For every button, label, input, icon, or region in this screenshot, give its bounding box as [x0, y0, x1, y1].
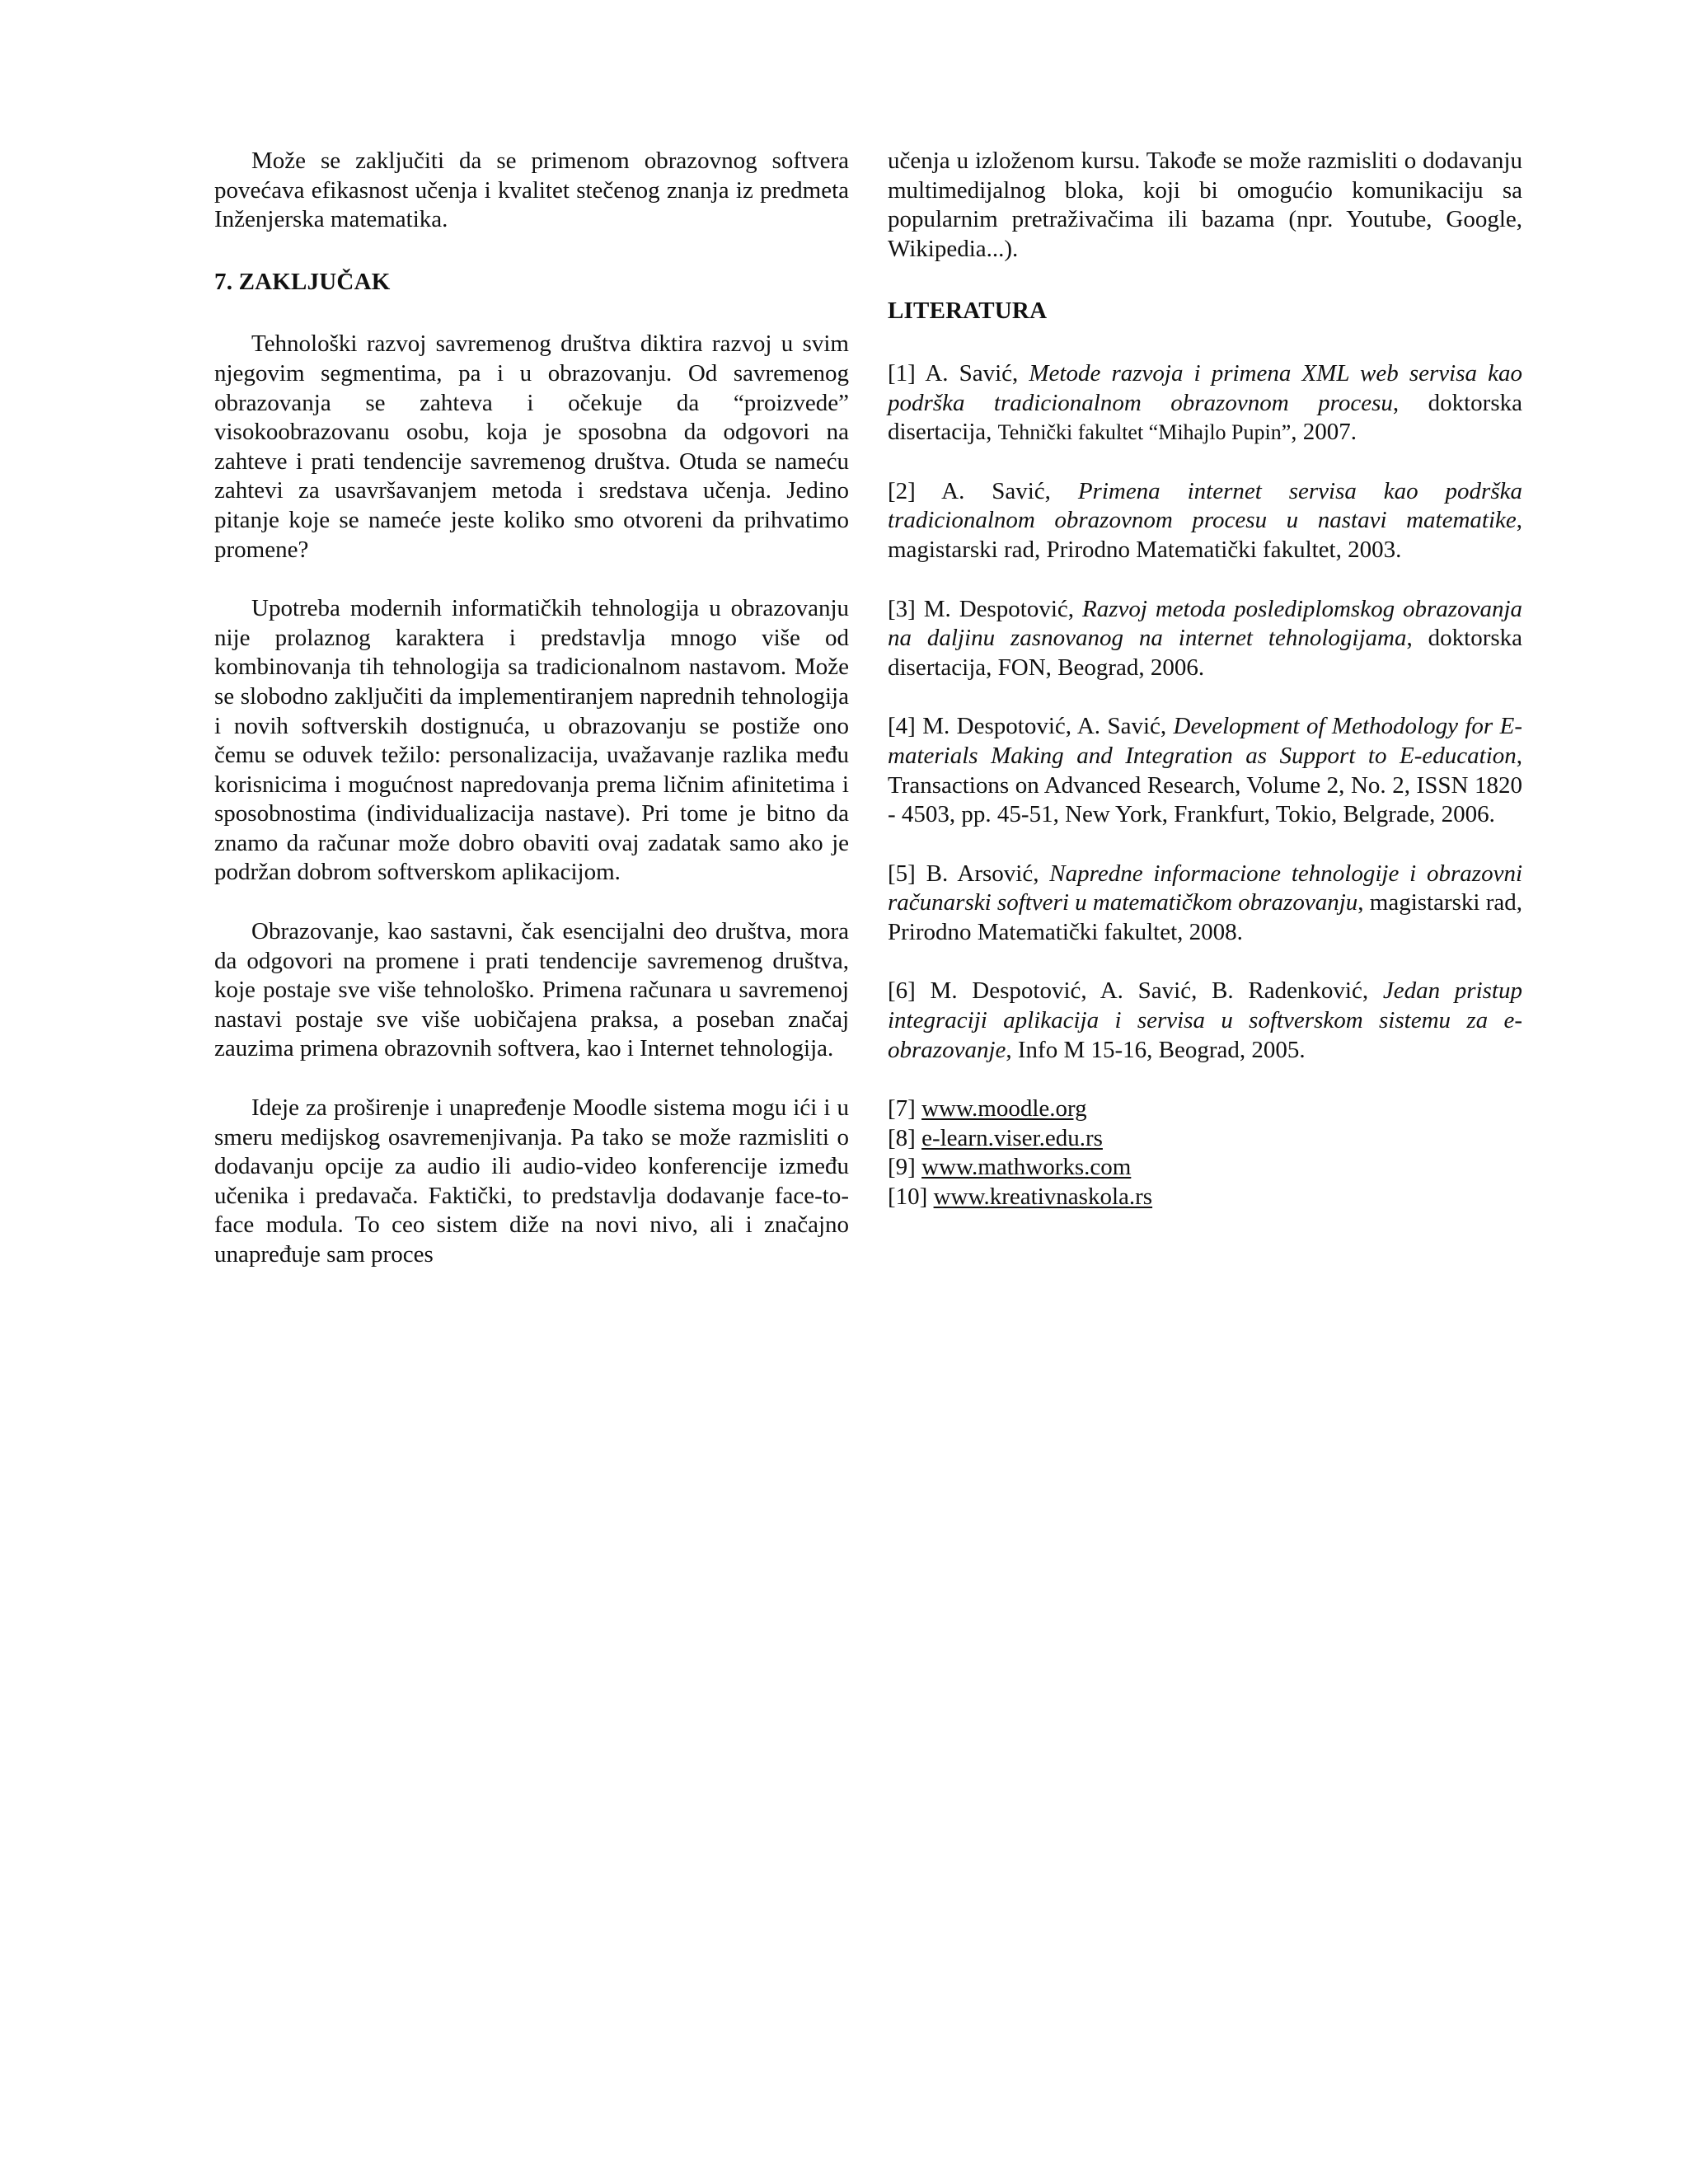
reference-authors: [1] A. Savić, [888, 359, 1029, 387]
web-reference-item [888, 1094, 1522, 1124]
reference-authors: [4] M. Despotović, A. Savić, [888, 713, 1174, 740]
right-column [888, 147, 1522, 1212]
left-column [214, 147, 849, 1270]
conclusion-heading: 7. ZAKLJUČAK [214, 268, 391, 295]
conclusion-paragraph-3: Obrazovanje, kao sastavni, čak esencijalni deo društva, mora da odgovori na promene i prati tendencije savremenog društva, koje postaje sve više tehnološko. Primena računara u savremenoj nastavi postaje sve više uobičajena praksa, a poseban značaj zauzima primena obrazovnih softvera, kao i Internet tehnologija. [214, 918, 849, 1062]
reference-title: Primena internet servisa kao podrška tradicionalnom obrazovnom procesu u nastavi matematike [888, 477, 1522, 534]
conclusion-paragraph-4: Ideje za proširenje i unapređenje Moodle sistema mogu ići i u smeru medijskog osavremenjivanja. Pa tako se može razmisliti o dodavanju opcije za audio ili audio-video konferencije između učenika i predavača. Faktički, to predstavlja dodavanje face-to-face modula. To ceo sistem diže na novi nivo, ali i značajno unapređuje sam proces [214, 1094, 849, 1268]
reference-details: , Info M 15-16, Beograd, 2005. [1006, 1036, 1306, 1063]
reference-title: Development of Methodology for E-materials Making and Integration as Support to E-education [888, 713, 1522, 769]
reference-details: , magistarski rad, Prirodno Matematički fakultet, 2008. [888, 889, 1522, 945]
conclusion-paragraph-1: Tehnološki razvoj savremenog društva diktira razvoj u svim njegovim segmentima, pa i u obrazovanju. Od savremenog obrazovanja se zahteva i očekuje da “proizvede” visokoobrazovanu osobu, koja je sposobna da odgovori na zahteve i prati tendencije savremenog društva. Otuda se nameću zahtevi za usavršavanjem metoda i sredstava učenja. Jedino pitanje koje se nameće jeste koliko smo otvoreni da prihvatimo promene? [214, 330, 849, 563]
reference-authors: [5] B. Arsović, [888, 860, 1050, 887]
reference-item [888, 712, 1522, 829]
reference-authors: [2] A. Savić, [888, 477, 1078, 504]
web-reference-number: [7] [888, 1095, 922, 1122]
reference-details: , magistarski rad, Prirodno Matematički fakultet, 2003. [888, 507, 1522, 563]
web-reference-item [888, 1124, 1522, 1154]
web-reference-number: [8] [888, 1124, 922, 1151]
reference-title: Napredne informacione tehnologije i obrazovni računarski softveri u matematičkom obrazovanju [888, 860, 1522, 916]
reference-authors: [6] M. Despotović, A. Savić, B. Radenković, [888, 977, 1383, 1005]
reference-institution: Tehnički fakultet “Mihajlo Pupin” [997, 420, 1292, 445]
web-reference-number: [9] [888, 1154, 922, 1181]
reference-details: , Transactions on Advanced Research, Volume 2, No. 2, ISSN 1820 - 4503, pp. 45-51, New York, Frankfurt, Tokio, Belgrade, 2006. [888, 742, 1522, 828]
reference-item [888, 477, 1522, 565]
continued-paragraph: učenja u izloženom kursu. Takođe se može razmisliti o dodavanju multimedijalnog bloka, koji bi omogućio komunikaciju sa popularnim pretraživačima ili bazama (npr. Youtube, Google, Wikipedia...). [888, 148, 1522, 262]
references-heading: LITERATURA [888, 298, 1048, 325]
conclusion-paragraph-2: Upotreba modernih informatičkih tehnologija u obrazovanju nije prolaznog karaktera i predstavlja mnogo više od kombinovanja tih tehnologija sa tradicionalnom nastavom. Može se slobodno zaključiti da implementiranjem naprednih tehnologija i novih softverskih dostignuća, u obrazovanju se postiže ono čemu se oduvek težilo: personalizacija, uvažavanje razlika među korisnicima i mogućnost napredovanja prema ličnim afinitetima i sposobnostima (individualizacija nastave). Pri tome je bitno da znamo da računar može dobro obaviti ovaj zadatak samo ako je podržan dobrom softverskom aplikacijom. [214, 595, 849, 886]
reference-type: , doktorska disertacija, [888, 389, 1522, 446]
reference-title: Jedan pristup integraciji aplikacija i servisa u softverskom sistemu za e-obrazovanje [888, 977, 1522, 1063]
reference-title: Razvoj metoda poslediplomskog obrazovanja na daljinu zasnovanog na internet tehnologijama [888, 595, 1523, 652]
mathworks-link[interactable]: www.mathworks.com [921, 1154, 1132, 1181]
reference-details: , 2007. [1291, 419, 1357, 446]
reference-item [888, 595, 1522, 683]
reference-item [888, 977, 1522, 1065]
kreativnaskola-link[interactable]: www.kreativnaskola.rs [933, 1183, 1153, 1211]
reference-details: , doktorska disertacija, FON, Beograd, 2006. [888, 625, 1523, 681]
moodle-link[interactable]: www.moodle.org [921, 1095, 1087, 1122]
viser-elearn-link[interactable]: e-learn.viser.edu.rs [921, 1124, 1103, 1151]
web-references-list [888, 1094, 1522, 1212]
web-reference-item [888, 1183, 1522, 1212]
reference-item [888, 359, 1522, 448]
reference-authors: [3] M. Despotović, [888, 595, 1082, 622]
intro-paragraph: Može se zaključiti da se primenom obrazovnog softvera povećava efikasnost učenja i kvalitet stečenog znanja iz predmeta Inženjerska matematika. [214, 148, 849, 233]
web-reference-number: [10] [888, 1183, 934, 1211]
reference-title: Metode razvoja i primena XML web servisa kao podrška tradicionalnom obrazovnom procesu [888, 359, 1522, 416]
reference-item [888, 860, 1522, 948]
web-reference-item [888, 1153, 1522, 1183]
